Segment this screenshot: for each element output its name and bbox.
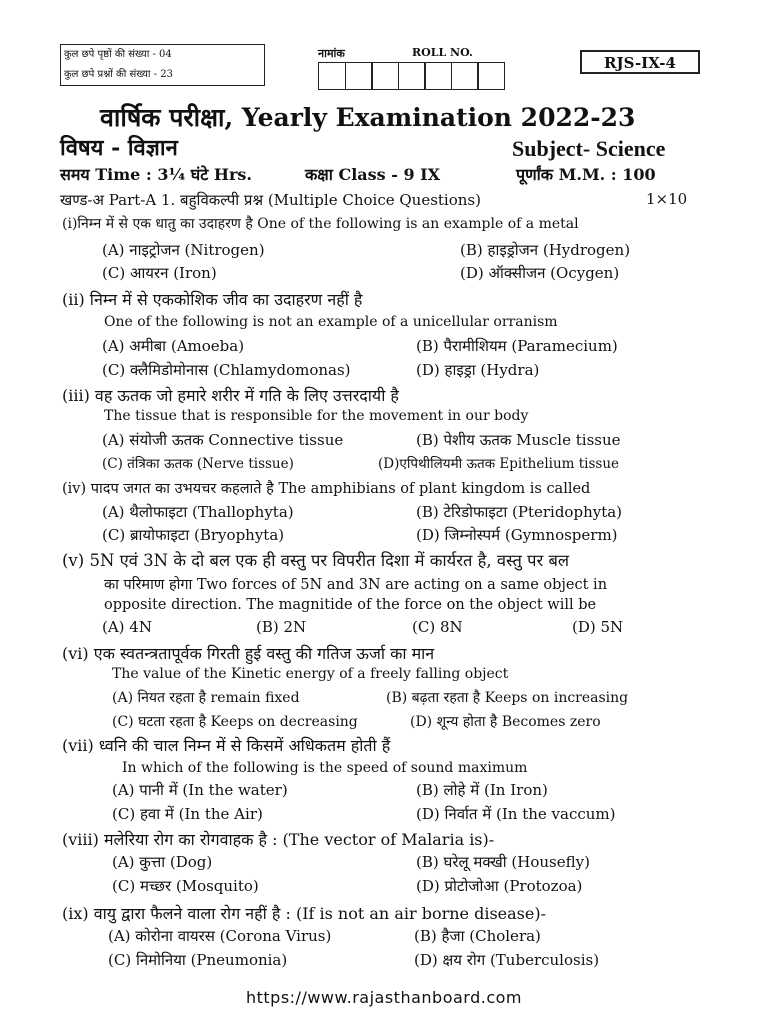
roll-digit-box xyxy=(318,62,346,90)
footer-url: https://www.rajasthanboard.com xyxy=(245,988,522,1007)
option-d: (D) 5N xyxy=(572,618,624,636)
option-c: (C) हवा में (In the Air) xyxy=(112,805,263,823)
option-b: (B) बढ़ता रहता है Keeps on increasing xyxy=(386,690,629,706)
roll-digit-box xyxy=(477,62,505,90)
question-text: (v) 5N एवं 3N के दो बल एक ही वस्तु पर विपरीत दिशा में कार्यरत है, वस्तु पर बल xyxy=(62,551,570,570)
option-b: (B) 2N xyxy=(256,618,307,636)
option-b: (B) पैरामीशियम (Paramecium) xyxy=(416,337,618,355)
option-c: (C) आयरन (Iron) xyxy=(102,264,217,282)
roll-number-boxes xyxy=(318,62,504,90)
option-a: (A) कुत्ता (Dog) xyxy=(112,853,213,871)
option-b: (B) पेशीय ऊतक Muscle tissue xyxy=(416,431,621,449)
questions-count-text: कुल छपे प्रश्नों की संख्या - 23 xyxy=(64,69,173,80)
max-marks: पूर्णांक M.M. : 100 xyxy=(516,165,656,184)
option-a: (A) 4N xyxy=(102,618,152,636)
option-c: (C) क्लैमिडोमोनास (Chlamydomonas) xyxy=(102,361,351,379)
exam-class: कक्षा Class - 9 IX xyxy=(305,165,441,184)
option-a: (A) संयोजी ऊतक Connective tissue xyxy=(102,431,344,449)
exam-title: वार्षिक परीक्षा, Yearly Examination 2022-23 xyxy=(100,103,636,132)
option-a: (A) कोरोना वायरस (Corona Virus) xyxy=(108,927,332,945)
option-b: (B) लोहे में (In Iron) xyxy=(416,781,548,799)
option-b: (B) हाइड्रोजन (Hydrogen) xyxy=(460,241,631,259)
section-heading: खण्ड-अ Part-A 1. बहुविकल्पी प्रश्न (Multiple Choice Questions) xyxy=(60,191,481,209)
question-text-line3: opposite direction. The magnitide of the force on the object will be xyxy=(104,597,597,613)
option-b: (B) टेरिडोफाइटा (Pteridophyta) xyxy=(416,503,623,521)
option-d: (D) हाइड्रा (Hydra) xyxy=(416,361,540,379)
roll-digit-box xyxy=(451,62,479,90)
question-text: (ii) निम्न में से एककोशिक जीव का उदाहरण नहीं है xyxy=(62,290,363,309)
question-text-english: The tissue that is responsible for the movement in our body xyxy=(104,408,529,424)
roll-digit-box xyxy=(371,62,399,90)
question-text: (viii) मलेरिया रोग का रोगवाहक है : (The vector of Malaria is)- xyxy=(62,830,495,849)
exam-time: समय Time : 3¼ घंटे Hrs. xyxy=(60,165,252,184)
option-d: (D) निर्वात में (In the vaccum) xyxy=(416,805,616,823)
question-text-english: In which of the following is the speed of sound maximum xyxy=(122,760,528,776)
option-a: (A) अमीबा (Amoeba) xyxy=(102,337,245,355)
option-d: (D) प्रोटोजोआ (Protozoa) xyxy=(416,877,583,895)
subject-english: Subject- Science xyxy=(512,136,666,161)
option-c: (C) ब्रायोफाइटा (Bryophyta) xyxy=(102,526,285,544)
question-text: (vii) ध्वनि की चाल निम्न में से किसमें अधिकतम होती हैं xyxy=(62,736,391,755)
roll-label-hindi: नामांक xyxy=(318,47,345,60)
question-text-english: One of the following is not an example of a unicellular orranism xyxy=(104,314,558,330)
question-text: (iv) पादप जगत का उभयचर कहलाते है The amphibians of plant kingdom is called xyxy=(62,481,591,497)
question-text: (vi) एक स्वतन्त्रतापूर्वक गिरती हुई वस्तु की गतिज ऊर्जा का मान xyxy=(62,644,435,663)
option-c: (C) मच्छर (Mosquito) xyxy=(112,877,259,895)
roll-digit-box xyxy=(424,62,452,90)
option-a: (A) नियत रहता है remain fixed xyxy=(112,690,300,706)
question-text-line2: का परिमाण होगा Two forces of 5N and 3N are acting on a same object in xyxy=(104,577,608,593)
option-a: (A) नाइट्रोजन (Nitrogen) xyxy=(102,241,265,259)
roll-digit-box xyxy=(345,62,373,90)
option-c: (C) घटता रहता है Keeps on decreasing xyxy=(112,714,358,730)
option-b: (B) घरेलू मक्खी (Housefly) xyxy=(416,853,590,871)
option-a: (A) थैलोफाइटा (Thallophyta) xyxy=(102,503,294,521)
question-text: (iii) वह ऊतक जो हमारे शरीर में गति के लिए उत्तरदायी है xyxy=(62,386,399,405)
question-text: (i)निम्न में से एक धातु का उदाहरण है One of the following is an example of a metal xyxy=(62,216,579,232)
option-d: (D)एपिथीलियमी ऊतक Epithelium tissue xyxy=(378,456,620,472)
roll-digit-box xyxy=(398,62,426,90)
option-a: (A) पानी में (In the water) xyxy=(112,781,288,799)
question-text-english: The value of the Kinetic energy of a freely falling object xyxy=(112,666,509,682)
question-text: (ix) वायु द्वारा फैलने वाला रोग नहीं है : (If is not an air borne disease)- xyxy=(62,904,546,923)
option-c: (C) 8N xyxy=(412,618,463,636)
roll-label-english: ROLL NO. xyxy=(412,46,473,59)
option-c: (C) निमोनिया (Pneumonia) xyxy=(108,951,288,969)
option-d: (D) ऑक्सीजन (Ocygen) xyxy=(460,264,620,282)
option-d: (D) जिम्नोस्पर्म (Gymnosperm) xyxy=(416,526,618,544)
section-marks: 1×10 xyxy=(646,190,688,208)
option-b: (B) हैजा (Cholera) xyxy=(414,927,541,945)
option-c: (C) तंत्रिका ऊतक (Nerve tissue) xyxy=(102,456,294,472)
option-d: (D) शून्य होता है Becomes zero xyxy=(410,714,601,730)
pages-count-text: कुल छपे पृष्ठों की संख्या - 04 xyxy=(64,49,172,60)
printed-info-box xyxy=(60,44,265,86)
paper-code: RJS-IX-4 xyxy=(580,50,700,74)
subject-hindi: विषय - विज्ञान xyxy=(60,135,178,161)
option-d: (D) क्षय रोग (Tuberculosis) xyxy=(414,951,600,969)
